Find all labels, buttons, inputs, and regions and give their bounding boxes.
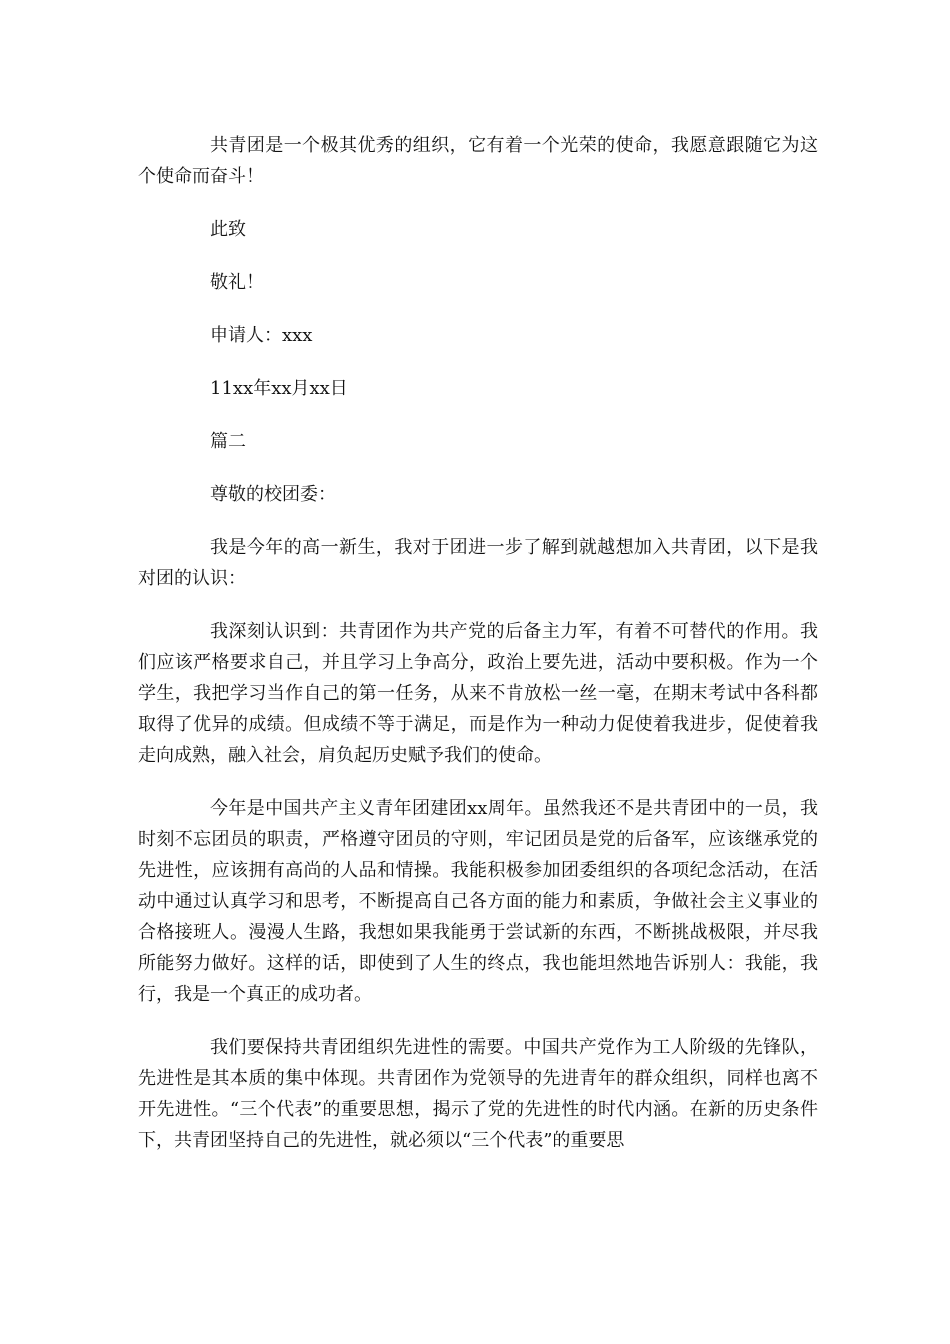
paragraph-understanding: 我深刻认识到：共青团作为共产党的后备主力军，有着不可替代的作用。我们应该严格要求自己，并且学习上争高分，政治上要先进，活动中要积极。作为一个学生，我把学习当作自己的第一任务，从来不肯放松一丝一毫，在期末考试中各科都取得了优异的成绩。但成绩不等于满足，而是作为一种动力促使着我进步，促使着我走向成熟，融入社会，肩负起历史赋予我们的使命。 (138, 621, 818, 766)
applicant-line: 申请人：xxx (210, 325, 313, 346)
paragraph-intro: 我是今年的高一新生，我对于团进一步了解到就越想加入共青团，以下是我对团的认识： (138, 537, 818, 589)
salutation-jingli: 敬礼！ (210, 272, 264, 293)
date-line: 11xx年xx月xx日 (210, 378, 348, 399)
paragraph-advanced-nature: 我们要保持共青团组织先进性的需要。中国共产党作为工人阶级的先锋队，先进性是其本质的集中体现。共青团作为党领导的先进青年的群众组织，同样也离不开先进性。“三个代表”的重要思想，揭示了党的先进性的时代内涵。在新的历史条件下，共青团坚持自己的先进性，就必须以“三个代表”的重要思 (138, 1037, 818, 1151)
addressee-line: 尊敬的校团委： (210, 484, 336, 505)
salutation-cizhi: 此致 (210, 219, 246, 240)
paragraph-closing-statement: 共青团是一个极其优秀的组织，它有着一个光荣的使命，我愿意跟随它为这个使命而奋斗！ (138, 135, 818, 187)
paragraph-anniversary: 今年是中国共产主义青年团建团xx周年。虽然我还不是共青团中的一员，我时刻不忘团员的职责，严格遵守团员的守则，牢记团员是党的后备军，应该继承党的先进性，应该拥有高尚的人品和情操。我能积极参加团委组织的各项纪念活动，在活动中通过认真学习和思考，不断提高自己各方面的能力和素质，争做社会主义事业的合格接班人。漫漫人生路，我想如果我能勇于尝试新的东西，不断挑战极限，并尽我所能努力做好。这样的话，即使到了人生的终点，我也能坦然地告诉别人：我能，我行，我是一个真正的成功者。 (138, 798, 818, 1005)
document-body (138, 130, 818, 1156)
section-heading: 篇二 (210, 431, 246, 452)
